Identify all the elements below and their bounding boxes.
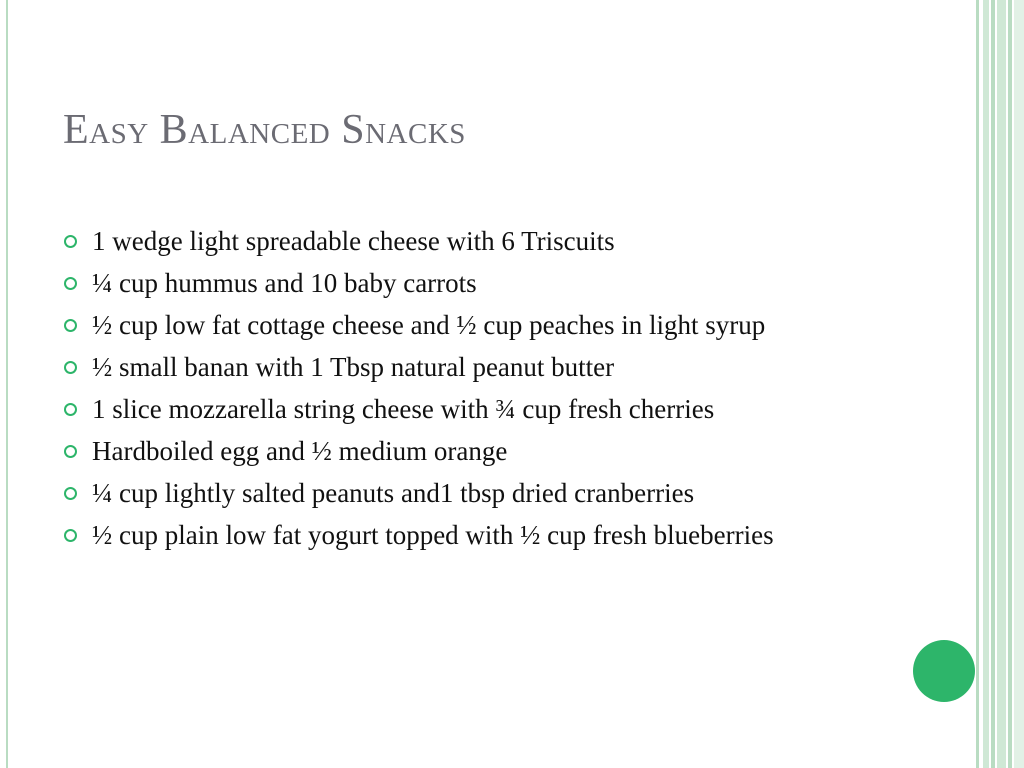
right-stripe bbox=[1008, 0, 1012, 768]
bullet-text: ½ cup low fat cottage cheese and ½ cup peaches in light syrup bbox=[92, 310, 766, 340]
bullet-icon bbox=[64, 361, 77, 374]
bullet-list bbox=[62, 224, 852, 552]
list-item bbox=[62, 392, 852, 426]
bullet-icon bbox=[64, 235, 77, 248]
list-item bbox=[62, 308, 852, 342]
list-item bbox=[62, 518, 852, 552]
right-stripe bbox=[983, 0, 989, 768]
list-item bbox=[62, 350, 852, 384]
bullet-text: 1 slice mozzarella string cheese with ¾ cup fresh cherries bbox=[92, 394, 715, 424]
bullet-text: ½ small banan with 1 Tbsp natural peanut butter bbox=[92, 352, 615, 382]
bullet-text: ¼ cup lightly salted peanuts and1 tbsp dried cranberries bbox=[92, 478, 695, 508]
bullet-text: Hardboiled egg and ½ medium orange bbox=[92, 436, 508, 466]
bullet-icon bbox=[64, 403, 77, 416]
right-stripe bbox=[976, 0, 979, 768]
list-item bbox=[62, 224, 852, 258]
green-circle-icon bbox=[913, 640, 975, 702]
slide-title: Easy Balanced Snacks bbox=[63, 107, 466, 153]
bullet-icon bbox=[64, 487, 77, 500]
bullet-icon bbox=[64, 277, 77, 290]
bullet-text: ½ cup plain low fat yogurt topped with ½ cup fresh blueberries bbox=[92, 520, 774, 550]
right-stripe bbox=[997, 0, 1006, 768]
bullet-text: 1 wedge light spreadable cheese with 6 Triscuits bbox=[92, 226, 615, 256]
list-item bbox=[62, 434, 852, 468]
right-stripe bbox=[991, 0, 995, 768]
bullet-icon bbox=[64, 529, 77, 542]
left-border-line bbox=[6, 0, 8, 768]
bullet-icon bbox=[64, 319, 77, 332]
bullet-text: ¼ cup hummus and 10 baby carrots bbox=[92, 268, 477, 298]
list-item bbox=[62, 266, 852, 300]
list-item bbox=[62, 476, 852, 510]
right-stripe bbox=[1014, 0, 1024, 768]
bullet-icon bbox=[64, 445, 77, 458]
slide-content bbox=[62, 224, 852, 560]
